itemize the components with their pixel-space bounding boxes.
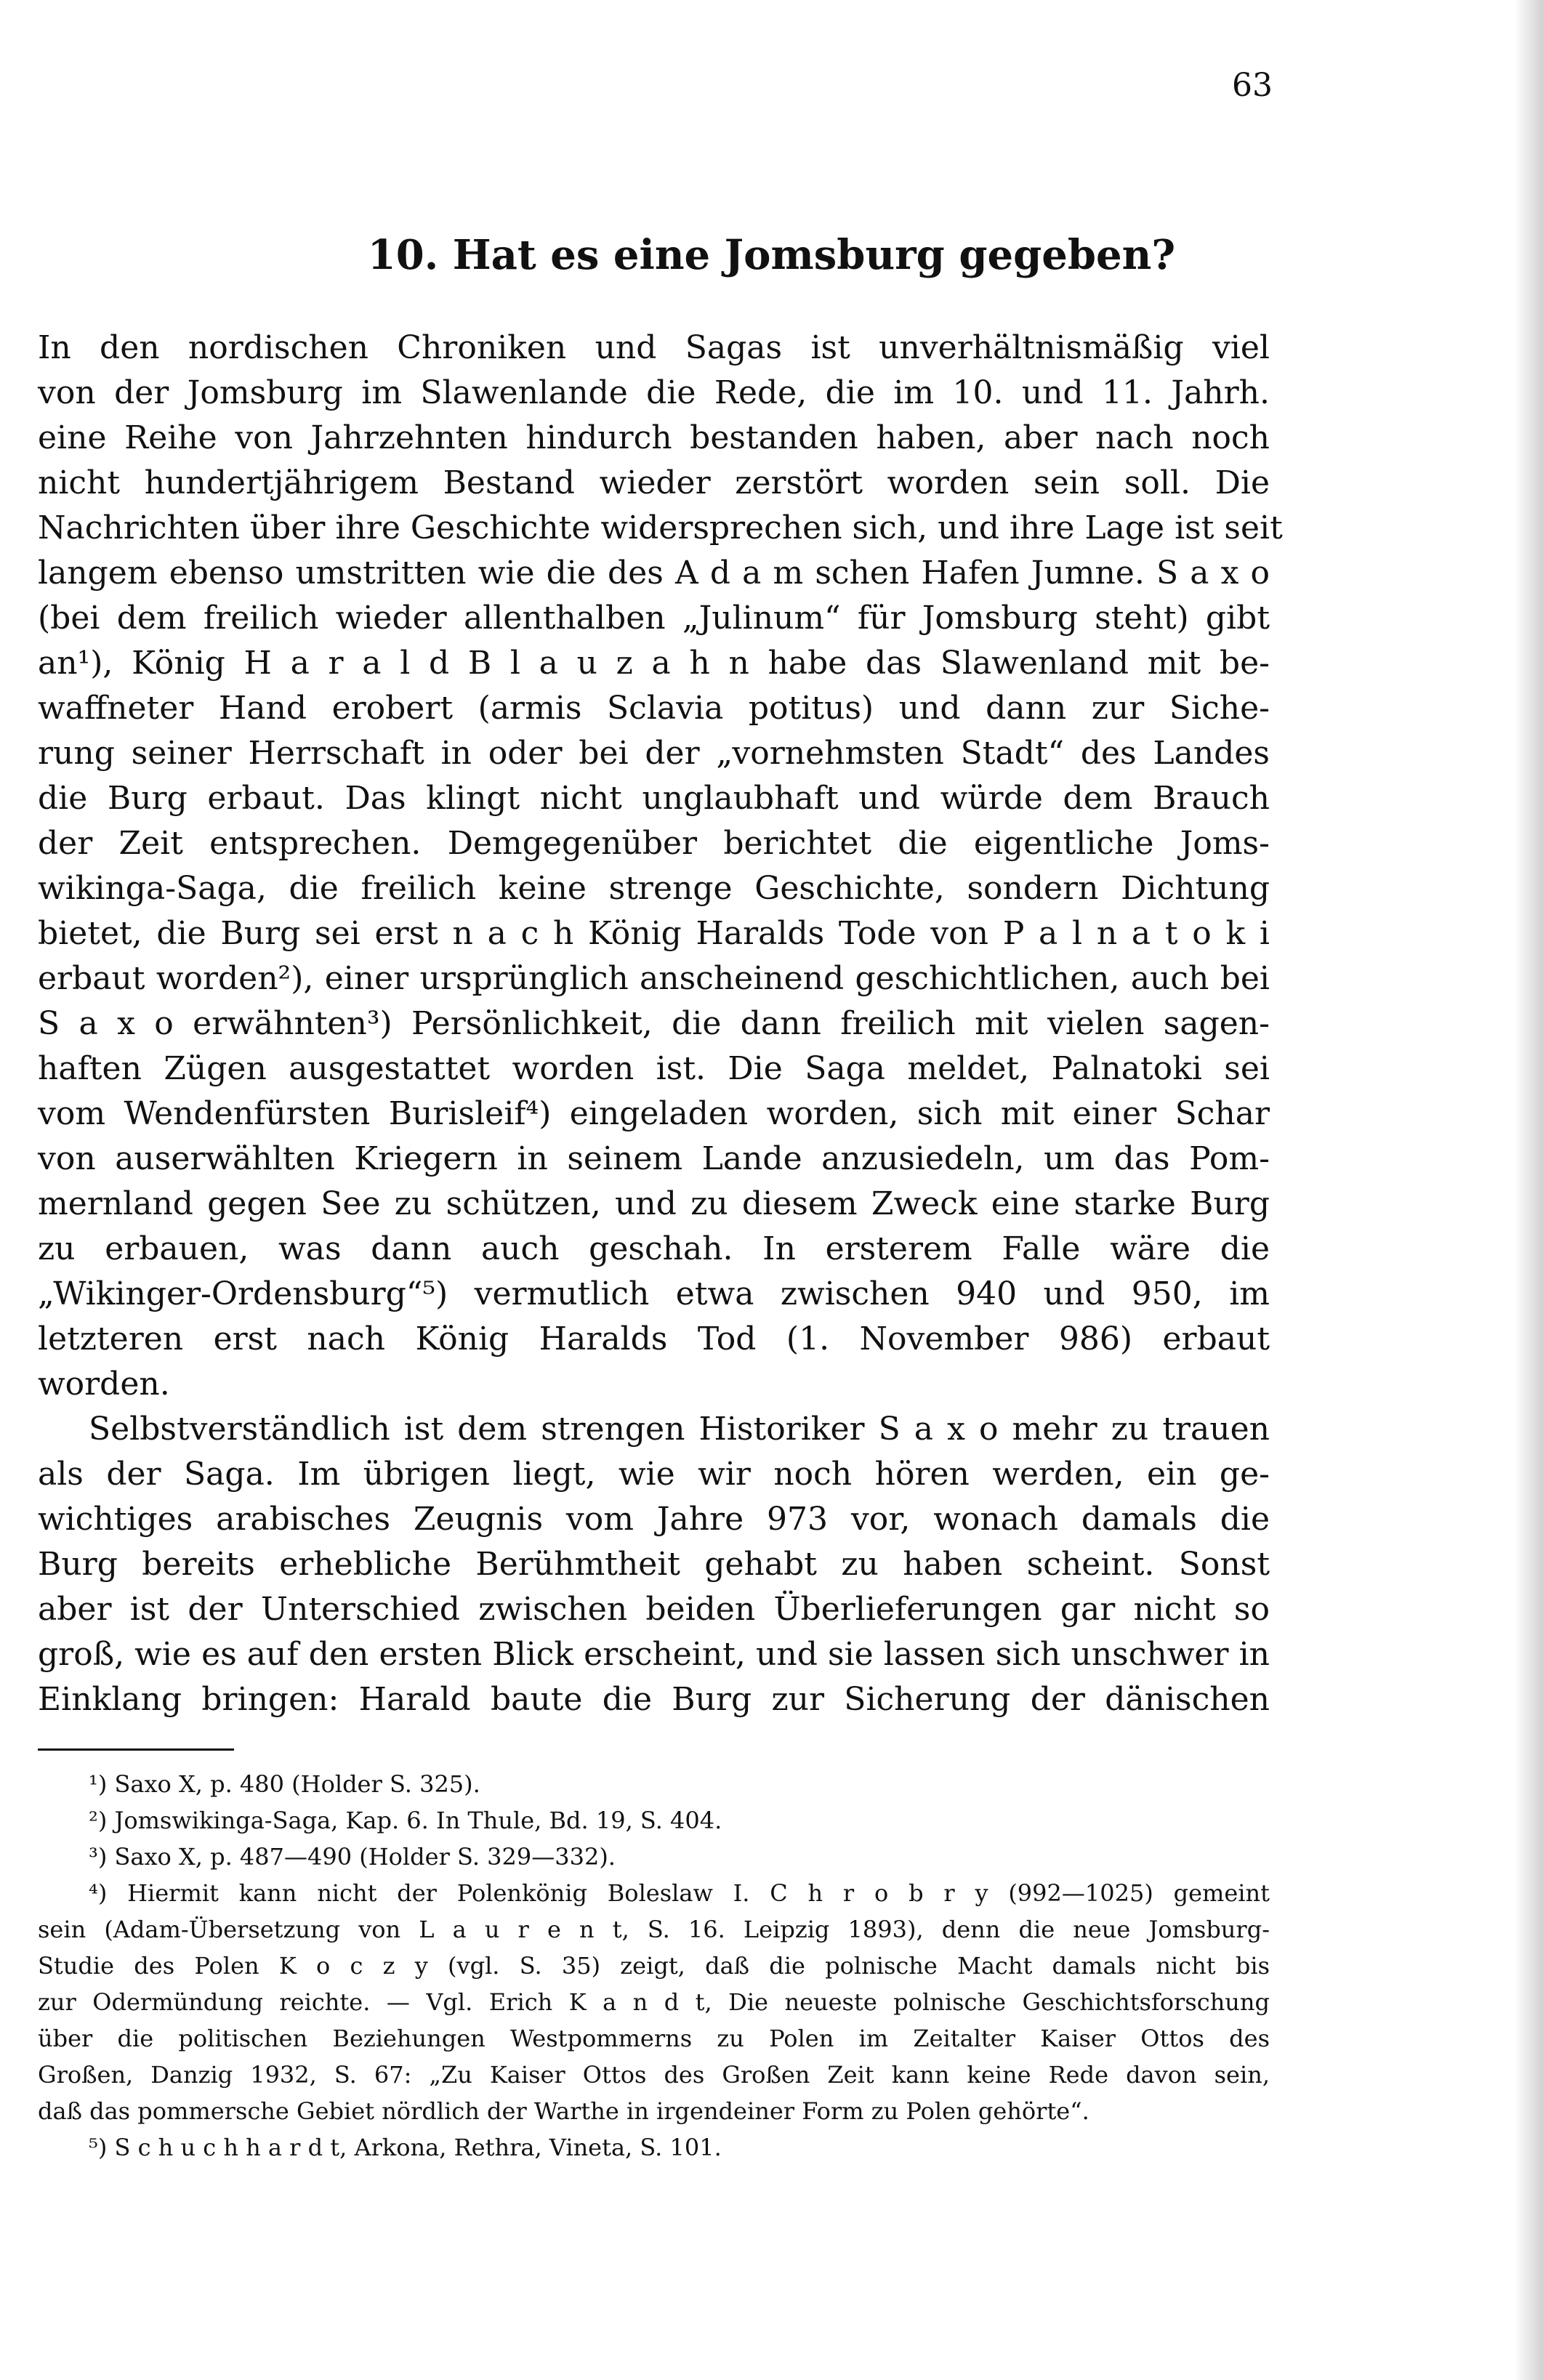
text-line: letzteren erst nach König Haralds Tod (1. November 986) erbaut (38, 1320, 1270, 1358)
footnote-line: ⁴) Hiermit kann nicht der Polenkönig Boleslaw I. C h r o b r y (992—1025) gemeint (89, 1879, 1270, 1907)
footnote-line: ²) Jomswikinga-Saga, Kap. 6. In Thule, Bd. 19, S. 404. (89, 1807, 722, 1834)
text-line: waffneter Hand erobert (armis Sclavia potitus) und dann zur Siche- (38, 690, 1270, 727)
footnote-line: daß das pommersche Gebiet nördlich der Warthe in irgendeiner Form zu Polen gehörte“. (38, 2097, 1089, 2125)
text-line: Einklang bringen: Harald baute die Burg zur Sicherung der dänischen (38, 1681, 1270, 1718)
footnote-line: ⁵) S c h u c h h a r d t, Arkona, Rethra, Vineta, S. 101. (89, 2134, 722, 2161)
text-line: wichtiges arabisches Zeugnis vom Jahre 973 vor, wonach damals die (38, 1501, 1270, 1538)
chapter-heading: 10. Hat es eine Jomsburg gegeben? (367, 231, 1176, 279)
text-line: von der Jomsburg im Slawenlande die Rede, die im 10. und 11. Jahrh. (38, 374, 1270, 411)
text-line: S a x o erwähnten³) Persönlichkeit, die dann freilich mit vielen sagen- (38, 1005, 1270, 1042)
text-line: an¹), König H a r a l d B l a u z a h n habe das Slawenland mit be- (38, 645, 1270, 682)
text-line: rung seiner Herrschaft in oder bei der „vornehmsten Stadt“ des Landes (38, 735, 1270, 772)
footnote-line: ¹) Saxo X, p. 480 (Holder S. 325). (89, 1770, 480, 1798)
footnote (38, 1766, 1270, 1802)
footnote-line: sein (Adam-Übersetzung von L a u r e n t, S. 16. Leipzig 1893), denn die neue Jomsburg- (38, 1916, 1270, 1943)
footnote-line: zur Odermündung reichte. — Vgl. Erich K a n d t, Die neueste polnische Geschichtsforschung (38, 1988, 1270, 2016)
page-number: 63 (1232, 67, 1273, 104)
text-line: worden. (38, 1366, 170, 1403)
text-line: langem ebenso umstritten wie die des A d a m schen Hafen Jumne. S a x o (38, 554, 1270, 592)
body-text (38, 326, 1283, 1722)
text-line: erbaut worden²), einer ursprünglich anscheinend geschichtlichen, auch bei (38, 960, 1270, 997)
footnote (38, 1875, 1270, 2129)
text-line: haften Zügen ausgestattet worden ist. Die Saga meldet, Palnatoki sei (38, 1050, 1270, 1087)
footnote-line: ³) Saxo X, p. 487—490 (Holder S. 329—332). (89, 1843, 616, 1871)
text-line: Selbstverständlich ist dem strengen Historiker S a x o mehr zu trauen (89, 1411, 1270, 1448)
text-line: mernland gegen See zu schützen, und zu diesem Zweck eine starke Burg (38, 1185, 1270, 1222)
text-line: (bei dem freilich wieder allenthalben „Julinum“ für Jomsburg steht) gibt (38, 600, 1270, 637)
text-line: als der Saga. Im übrigen liegt, wie wir noch hören werden, ein ge- (38, 1456, 1270, 1493)
footnote-rule (38, 1748, 234, 1751)
text-line: vom Wendenfürsten Burisleif⁴) eingeladen worden, sich mit einer Schar (38, 1095, 1270, 1132)
footnote-line: über die politischen Beziehungen Westpommerns zu Polen im Zeitalter Kaiser Ottos des (38, 2025, 1270, 2052)
text-line: „Wikinger-Ordensburg“⁵) vermutlich etwa zwischen 940 und 950, im (38, 1275, 1270, 1312)
text-line: Burg bereits erhebliche Berühmtheit gehabt zu haben scheint. Sonst (38, 1546, 1270, 1583)
footnotes (38, 1766, 1270, 2166)
footnote-line: Großen, Danzig 1932, S. 67: „Zu Kaiser Ottos des Großen Zeit kann keine Rede davon sein, (38, 2061, 1270, 2089)
text-line: der Zeit entsprechen. Demgegenüber berichtet die eigentliche Joms- (38, 825, 1270, 862)
text-line: Nachrichten über ihre Geschichte widersprechen sich, und ihre Lage ist seit (38, 509, 1283, 546)
text-line: zu erbauen, was dann auch geschah. In ersterem Falle wäre die (38, 1230, 1270, 1267)
footnote (38, 1839, 1270, 1875)
text-line: von auserwählten Kriegern in seinem Lande anzusiedeln, um das Pom- (38, 1140, 1270, 1177)
footnote (38, 2129, 1270, 2166)
text-line: eine Reihe von Jahrzehnten hindurch bestanden haben, aber nach noch (38, 419, 1270, 456)
paragraph (38, 1407, 1270, 1722)
text-line: groß, wie es auf den ersten Blick erscheint, und sie lassen sich unschwer in (38, 1636, 1270, 1673)
text-line: bietet, die Burg sei erst n a c h König Haralds Tode von P a l n a t o k i (38, 915, 1270, 952)
paragraph (38, 326, 1283, 1407)
page-edge-shadow (1514, 0, 1543, 2380)
text-line: aber ist der Unterschied zwischen beiden Überlieferungen gar nicht so (38, 1591, 1270, 1628)
text-line: die Burg erbaut. Das klingt nicht unglaubhaft und würde dem Brauch (38, 780, 1270, 817)
footnote-line: Studie des Polen K o c z y (vgl. S. 35) zeigt, daß die polnische Macht damals nicht bis (38, 1952, 1270, 1980)
text-line: nicht hundertjährigem Bestand wieder zerstört worden sein soll. Die (38, 464, 1270, 501)
footnote (38, 1802, 1270, 1839)
text-line: wikinga-Saga, die freilich keine strenge Geschichte, sondern Dichtung (38, 870, 1270, 907)
text-line: In den nordischen Chroniken und Sagas ist unverhältnismäßig viel (38, 329, 1270, 366)
